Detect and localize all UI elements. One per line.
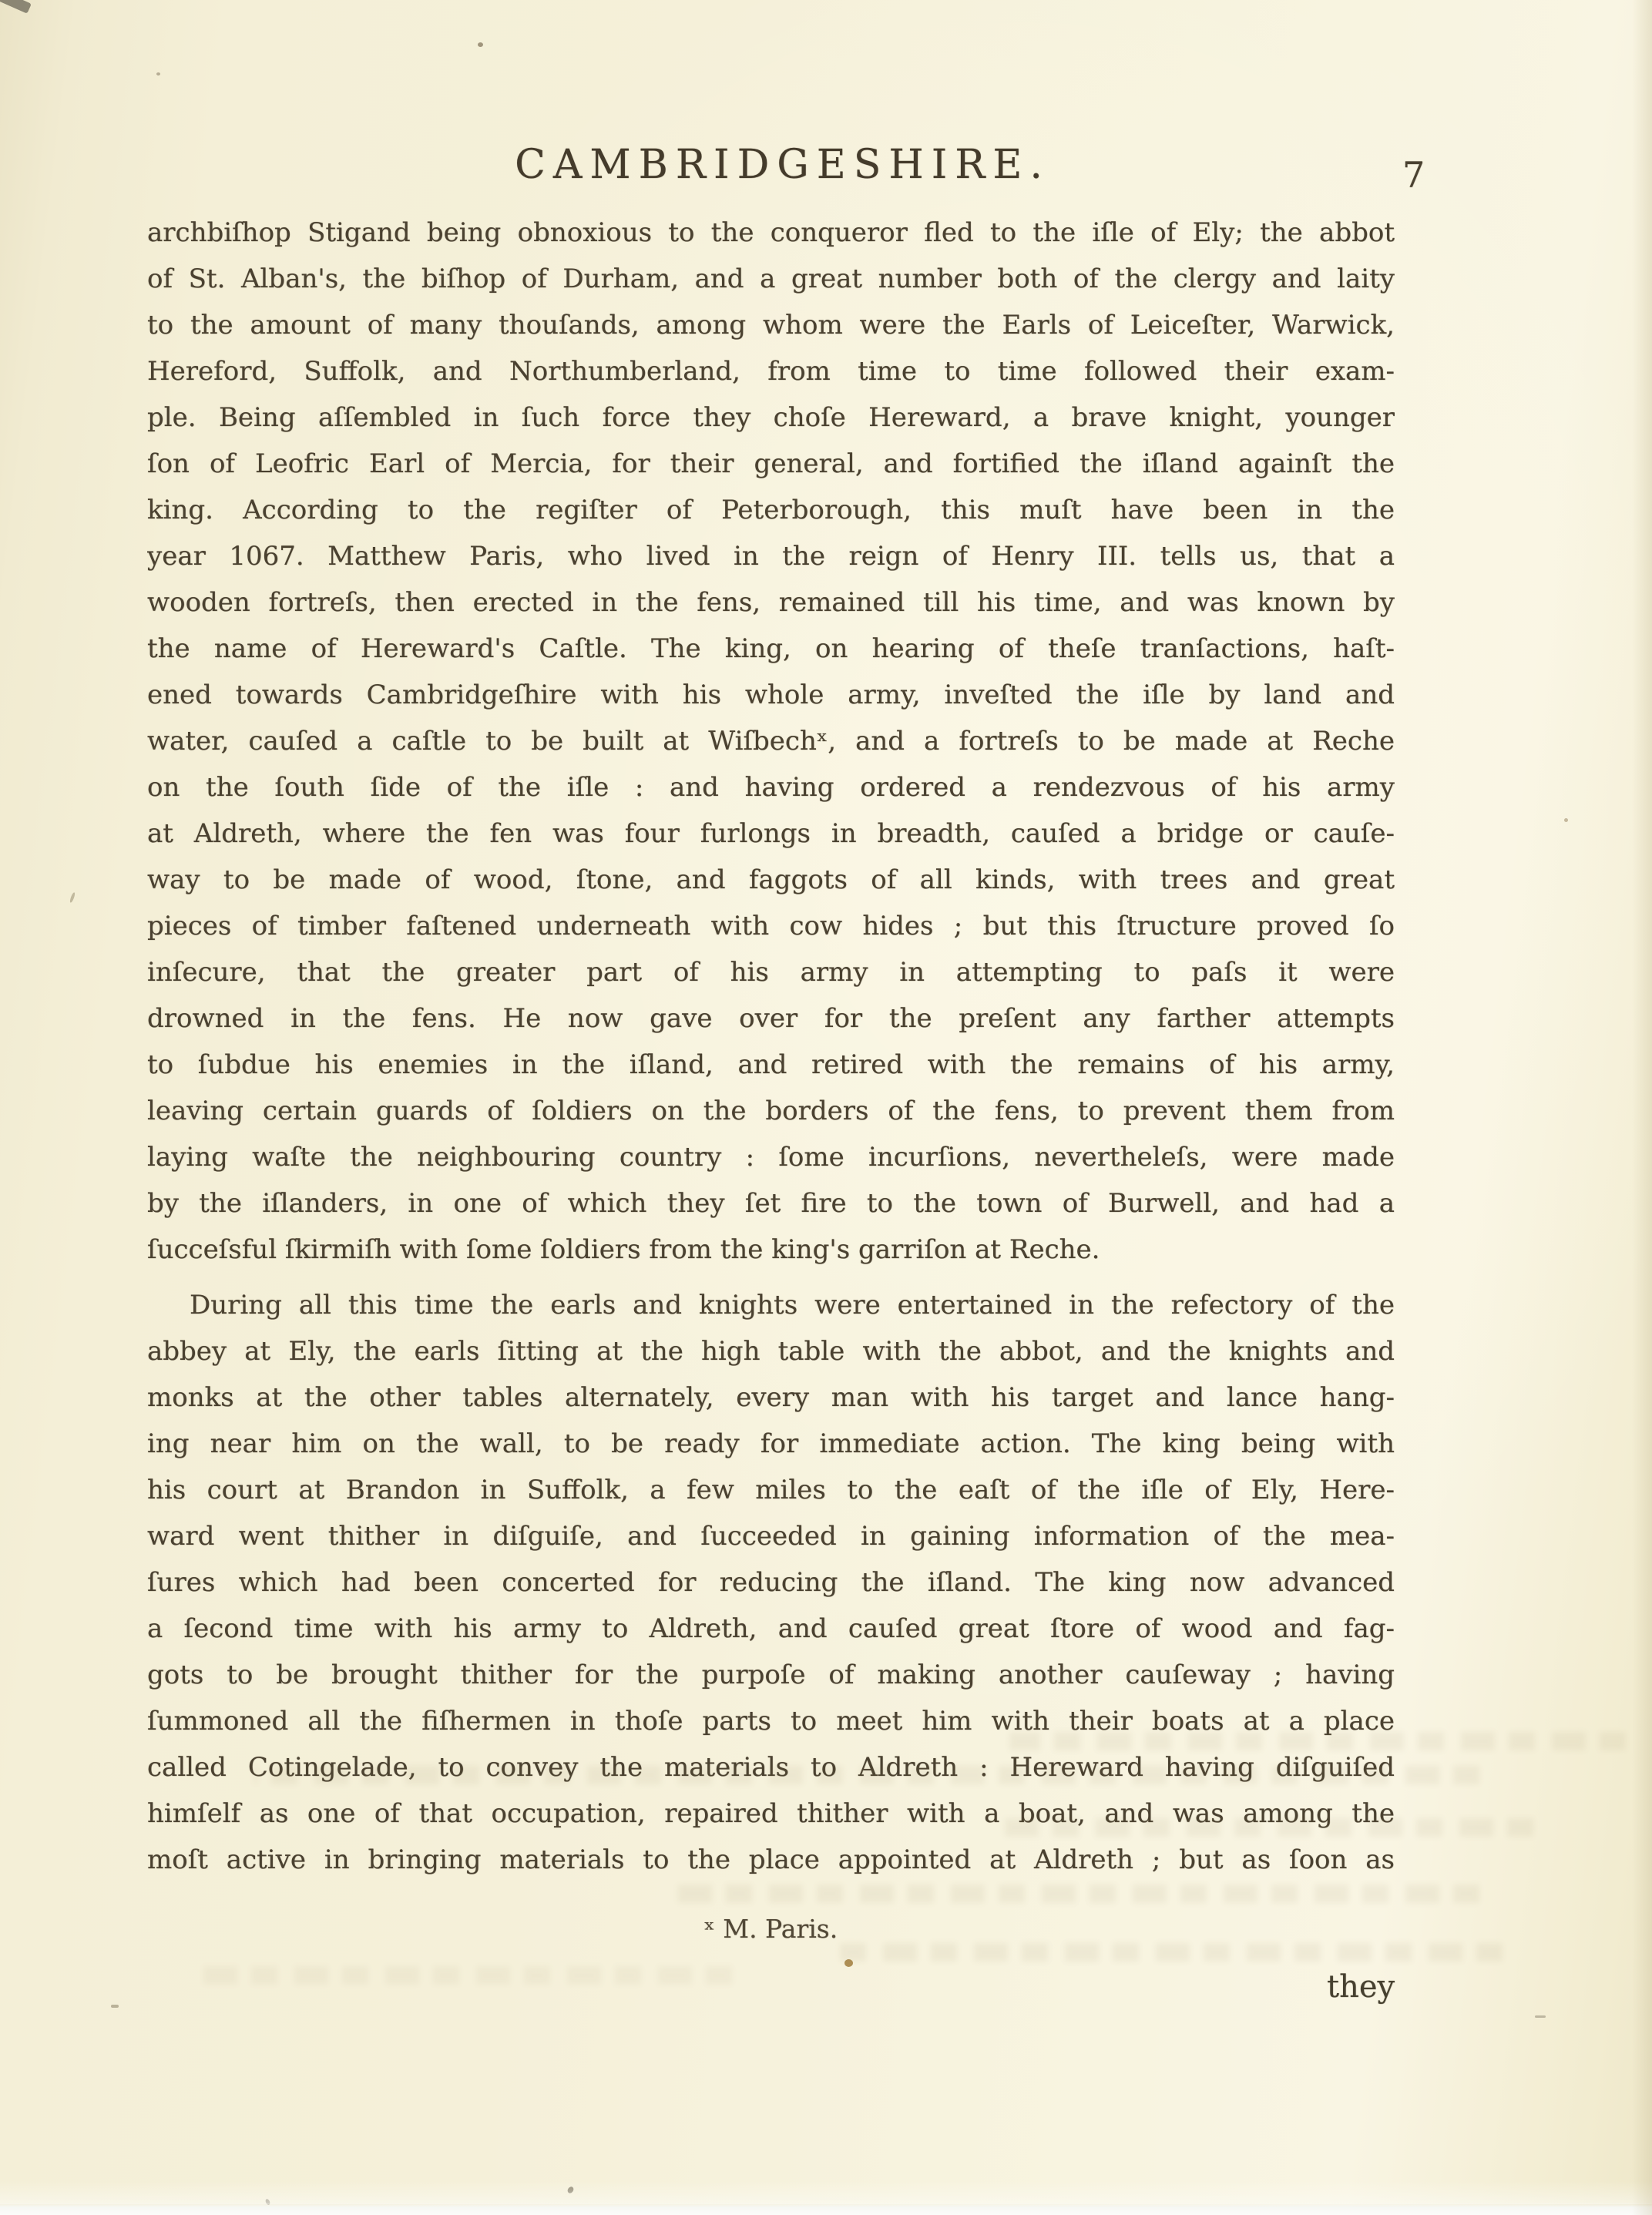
paper-speck (111, 2005, 119, 2008)
paragraph (147, 1282, 1395, 1883)
text-line: by the iſlanders, in one of which they ſet fire to the town of Burwell, and had a (147, 1188, 1395, 1219)
page-number: 7 (1402, 154, 1425, 196)
text-line: leaving certain guards of ſoldiers on the borders of the fens, to prevent them from (147, 1096, 1395, 1126)
text-line: his court at Brandon in Suffolk, a few miles to the eaſt of the iſle of Ely, Here- (147, 1475, 1395, 1505)
paper-speck (69, 892, 76, 904)
scan-bottom-edge (0, 2203, 1652, 2215)
page-header (147, 142, 1395, 188)
text-line: of St. Alban's, the biſhop of Durham, and a great number both of the clergy and laity (147, 263, 1395, 294)
text-line: to the amount of many thouſands, among whom were the Earls of Leiceſter, Warwick, (147, 310, 1395, 341)
text-line: abbey at Ely, the earls ſitting at the high table with the abbot, and the knights and (147, 1336, 1395, 1367)
text-line: wooden fortreſs, then erected in the fens, remained till his time, and was known by (147, 587, 1395, 618)
catchword: they (1327, 1969, 1395, 2005)
text-line: archbiſhop Stigand being obnoxious to the conqueror fled to the iſle of Ely; the abbot (147, 217, 1395, 248)
paper-speck (265, 2198, 271, 2205)
text-line: monks at the other tables alternately, every man with his target and lance hang- (147, 1382, 1395, 1413)
text-line: called Cotingelade, to convey the materials to Aldreth : Hereward having diſguiſed (147, 1752, 1395, 1783)
paragraph (147, 210, 1395, 1273)
text-line: ing near him on the wall, to be ready for immediate action. The king being with (147, 1428, 1395, 1459)
text-line: moſt active in bringing materials to the place appointed at Aldreth ; but as ſoon as (147, 1844, 1395, 1875)
text-line: to ſubdue his enemies in the iſland, and retired with the remains of his army, (147, 1049, 1395, 1080)
text-line: Hereford, Suffolk, and Northumberland, from time to time followed their exam- (147, 356, 1395, 387)
text-line: gots to be brought thither for the purpoſe of making another cauſeway ; having (147, 1660, 1395, 1690)
footnote: ˣ M. Paris. (703, 1914, 838, 1944)
text-line: During all this time the earls and knights were entertained in the refectory of the (190, 1290, 1395, 1321)
text-line: inſecure, that the greater part of his army in attempting to paſs it were (147, 957, 1395, 988)
text-line: ſummoned all the fiſhermen in thoſe parts to meet him with their boats at a place (147, 1706, 1395, 1737)
verso-bleedthrough (840, 1943, 1503, 1962)
text-line: year 1067. Matthew Paris, who lived in the reign of Henry III. tells us, that a (147, 541, 1395, 572)
text-line: ple. Being aſſembled in ſuch force they choſe Hereward, a brave knight, younger (147, 402, 1395, 433)
text-line: pieces of timber faſtened underneath with cow hides ; but this ſtructure proved ſo (147, 911, 1395, 941)
text-line: way to be made of wood, ſtone, and faggots of all kinds, with trees and great (147, 864, 1395, 895)
paper-speck (1564, 818, 1568, 822)
verso-bleedthrough (193, 1966, 732, 1985)
text-line: ward went thither in diſguiſe, and ſucceeded in gaining information of the mea- (147, 1521, 1395, 1552)
scan-bottom-fade (0, 2181, 1652, 2204)
text-line: ſures which had been concerted for reducing the iſland. The king now advanced (147, 1567, 1395, 1598)
scan-corner-artifact (0, 0, 32, 14)
paper-speck (566, 2186, 575, 2194)
text-line: on the ſouth ſide of the iſle : and having ordered a rendezvous of his army (147, 772, 1395, 803)
text-line: ſon of Leofric Earl of Mercia, for their general, and fortified the iſland againſt the (147, 448, 1395, 479)
paper-speck (1535, 2015, 1546, 2018)
body-text (147, 210, 1395, 1883)
paper-speck (478, 42, 483, 47)
text-line: laying waſte the neighbouring country : ſome incurſions, nevertheleſs, were made (147, 1142, 1395, 1173)
paper-speck (844, 1959, 853, 1967)
text-line: king. According to the regiſter of Peterborough, this muſt have been in the (147, 495, 1395, 525)
text-line: at Aldreth, where the fen was four furlongs in breadth, cauſed a bridge or cauſe- (147, 818, 1395, 849)
verso-bleedthrough (678, 1884, 1479, 1903)
text-line: the name of Hereward's Caſtle. The king, on hearing of theſe tranſactions, haſt- (147, 633, 1395, 664)
text-line: water, cauſed a caſtle to be built at Wiſbechˣ, and a fortreſs to be made at Reche (147, 726, 1395, 757)
text-line: a ſecond time with his army to Aldreth, and cauſed great ſtore of wood and fag- (147, 1613, 1395, 1644)
text-line: ſucceſsful ſkirmiſh with ſome ſoldiers from the king's garriſon at Reche. (147, 1234, 1100, 1265)
running-title: CAMBRIDGESHIRE. (515, 142, 1050, 188)
text-line: ened towards Cambridgeſhire with his whole army, inveſted the iſle by land and (147, 680, 1395, 710)
text-line: drowned in the fens. He now gave over for the preſent any farther attempts (147, 1003, 1395, 1034)
text-line: himſelf as one of that occupation, repaired thither with a boat, and was among the (147, 1798, 1395, 1829)
paper-speck (156, 72, 160, 76)
